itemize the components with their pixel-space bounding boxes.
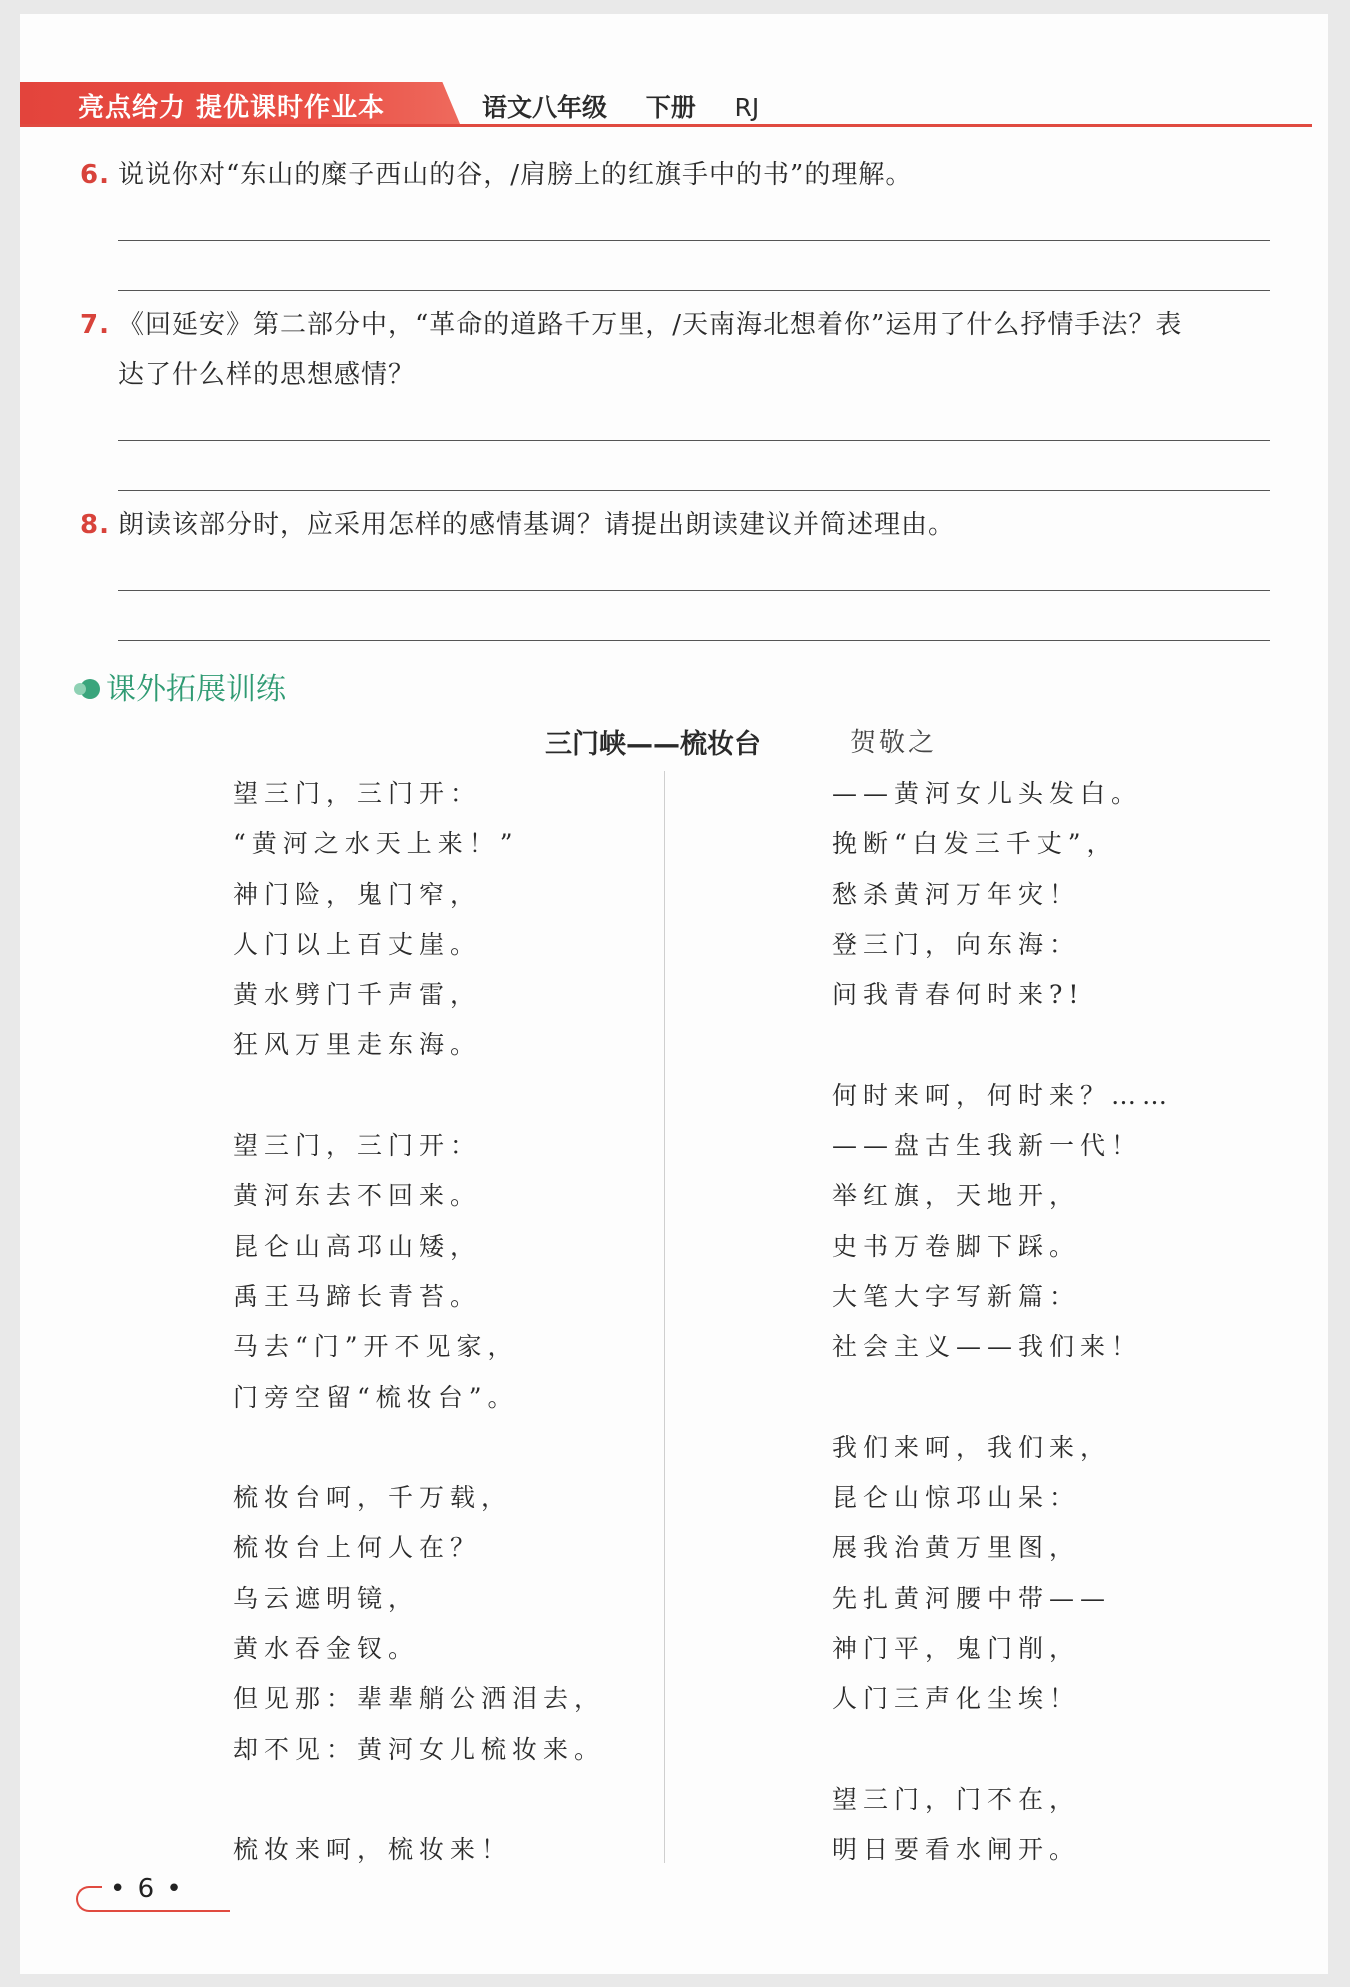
question-text: 《回延安》第二部分中，“革命的道路千万里，/天南海北想着你”运用了什么抒情手法？表 — [118, 310, 1183, 340]
footer-line — [90, 1910, 230, 1912]
header-subject: 语文八年级 — [482, 93, 608, 122]
poem-line: 乌云遮明镜， — [233, 1583, 420, 1613]
stanza-break — [233, 1423, 793, 1473]
header-volume: 下册 — [645, 93, 696, 122]
question-6 — [80, 150, 1280, 200]
question-7 — [80, 300, 1280, 400]
section-title-text: 课外拓展训练 — [106, 672, 286, 707]
poem-line: 黄水劈门千声雷， — [233, 980, 482, 1010]
poem-line: 先扎黄河腰中带—— — [832, 1583, 1112, 1613]
poem-line: 黄水吞金钗。 — [233, 1634, 420, 1664]
poem-line: 门旁空留“梳妆台”。 — [233, 1382, 519, 1412]
poem-line: 望三门，门不在， — [832, 1784, 1081, 1814]
poem-line: 愁杀黄河万年灾！ — [832, 879, 1081, 909]
workbook-page — [20, 14, 1328, 1974]
poem-line: 何时来呵，何时来？…… — [832, 1080, 1174, 1110]
poem-line: 梳妆台呵，千万载， — [233, 1483, 513, 1513]
question-text: 说说你对“东山的糜子西山的谷，/肩膀上的红旗手中的书”的理解。 — [118, 160, 913, 190]
poem-line: 挽断“白发三千丈”， — [832, 829, 1118, 859]
stanza-break — [832, 1020, 1350, 1070]
poem-column-right — [832, 769, 1350, 1876]
question-number: 8. — [80, 510, 110, 540]
answer-line[interactable] — [118, 290, 1270, 291]
answer-line[interactable] — [118, 240, 1270, 241]
poem-author: 贺敬之 — [850, 728, 938, 758]
poem-line: 神门平，鬼门削， — [832, 1634, 1081, 1664]
answer-line[interactable] — [118, 440, 1270, 441]
answer-line[interactable] — [118, 590, 1270, 591]
poem-line: 人门以上百丈崖。 — [233, 929, 482, 959]
poem-line: 昆仑山惊邛山呆： — [832, 1483, 1081, 1513]
section-title — [80, 664, 286, 708]
stanza-break — [233, 1775, 793, 1825]
poem-line: 神门险，鬼门窄， — [233, 879, 482, 909]
header-rule — [20, 124, 1312, 127]
poem-line: 禹王马蹄长青苔。 — [233, 1281, 482, 1311]
poem-line: 人门三声化尘埃！ — [832, 1684, 1081, 1714]
stanza-break — [233, 1071, 793, 1121]
question-text: 朗读该部分时，应采用怎样的感情基调？请提出朗读建议并简述理由。 — [118, 510, 956, 540]
stanza-break — [832, 1373, 1350, 1423]
header-brand: 亮点给力 提优课时作业本 — [78, 93, 386, 123]
poem-line: 问我青春何时来?! — [832, 980, 1085, 1010]
answer-line[interactable] — [118, 490, 1270, 491]
poem-line: 举红旗，天地开， — [832, 1181, 1081, 1211]
poem-line: 登三门，向东海： — [832, 929, 1081, 959]
poem-line: 却不见：黄河女儿梳妆来。 — [233, 1734, 606, 1764]
poem-line: 史书万卷脚下踩。 — [832, 1231, 1081, 1261]
poem-line: 黄河东去不回来。 — [233, 1181, 482, 1211]
poem-line: 昆仑山高邛山矮， — [233, 1231, 482, 1261]
poem-line: ——黄河女儿头发白。 — [832, 779, 1143, 808]
poem-title: 三门峡——梳妆台 — [545, 729, 761, 760]
poem-line: 明日要看水闸开。 — [832, 1835, 1081, 1865]
poem-line: 马去“门”开不见家， — [233, 1332, 519, 1362]
question-text-continued: 达了什么样的思想感情？ — [118, 360, 416, 390]
poem-line: ——盘古生我新一代！ — [832, 1131, 1143, 1161]
page-number-footer — [76, 1874, 236, 1914]
poem-line: 狂风万里走东海。 — [233, 1030, 482, 1060]
poem-line: 展我治黄万里图， — [832, 1533, 1081, 1563]
poem-line: 梳妆台上何人在？ — [233, 1533, 482, 1563]
question-8 — [80, 500, 1280, 550]
question-number: 7. — [80, 310, 110, 340]
stanza-break — [832, 1725, 1350, 1775]
question-number: 6. — [80, 160, 110, 190]
poem-line: 大笔大字写新篇： — [832, 1281, 1081, 1311]
poem-line: 社会主义——我们来！ — [832, 1332, 1143, 1362]
poem-column-left — [233, 769, 793, 1876]
column-divider — [664, 771, 665, 1863]
poem-line: 但见那：辈辈艄公洒泪去， — [233, 1684, 606, 1714]
answer-line[interactable] — [118, 640, 1270, 641]
poem-line: 梳妆来呵，梳妆来！ — [233, 1835, 513, 1865]
poem-line: “黄河之水天上来！” — [233, 829, 519, 859]
poem-line: 望三门，三门开： — [233, 779, 482, 808]
section-bullet-icon — [80, 679, 100, 699]
header-info — [482, 88, 789, 124]
page-number: • 6 • — [110, 1874, 184, 1904]
header-edition: RJ — [734, 93, 760, 122]
poem-line: 望三门，三门开： — [233, 1131, 482, 1161]
poem-line: 我们来呵，我们来， — [832, 1432, 1112, 1462]
footer-curve — [76, 1886, 102, 1912]
